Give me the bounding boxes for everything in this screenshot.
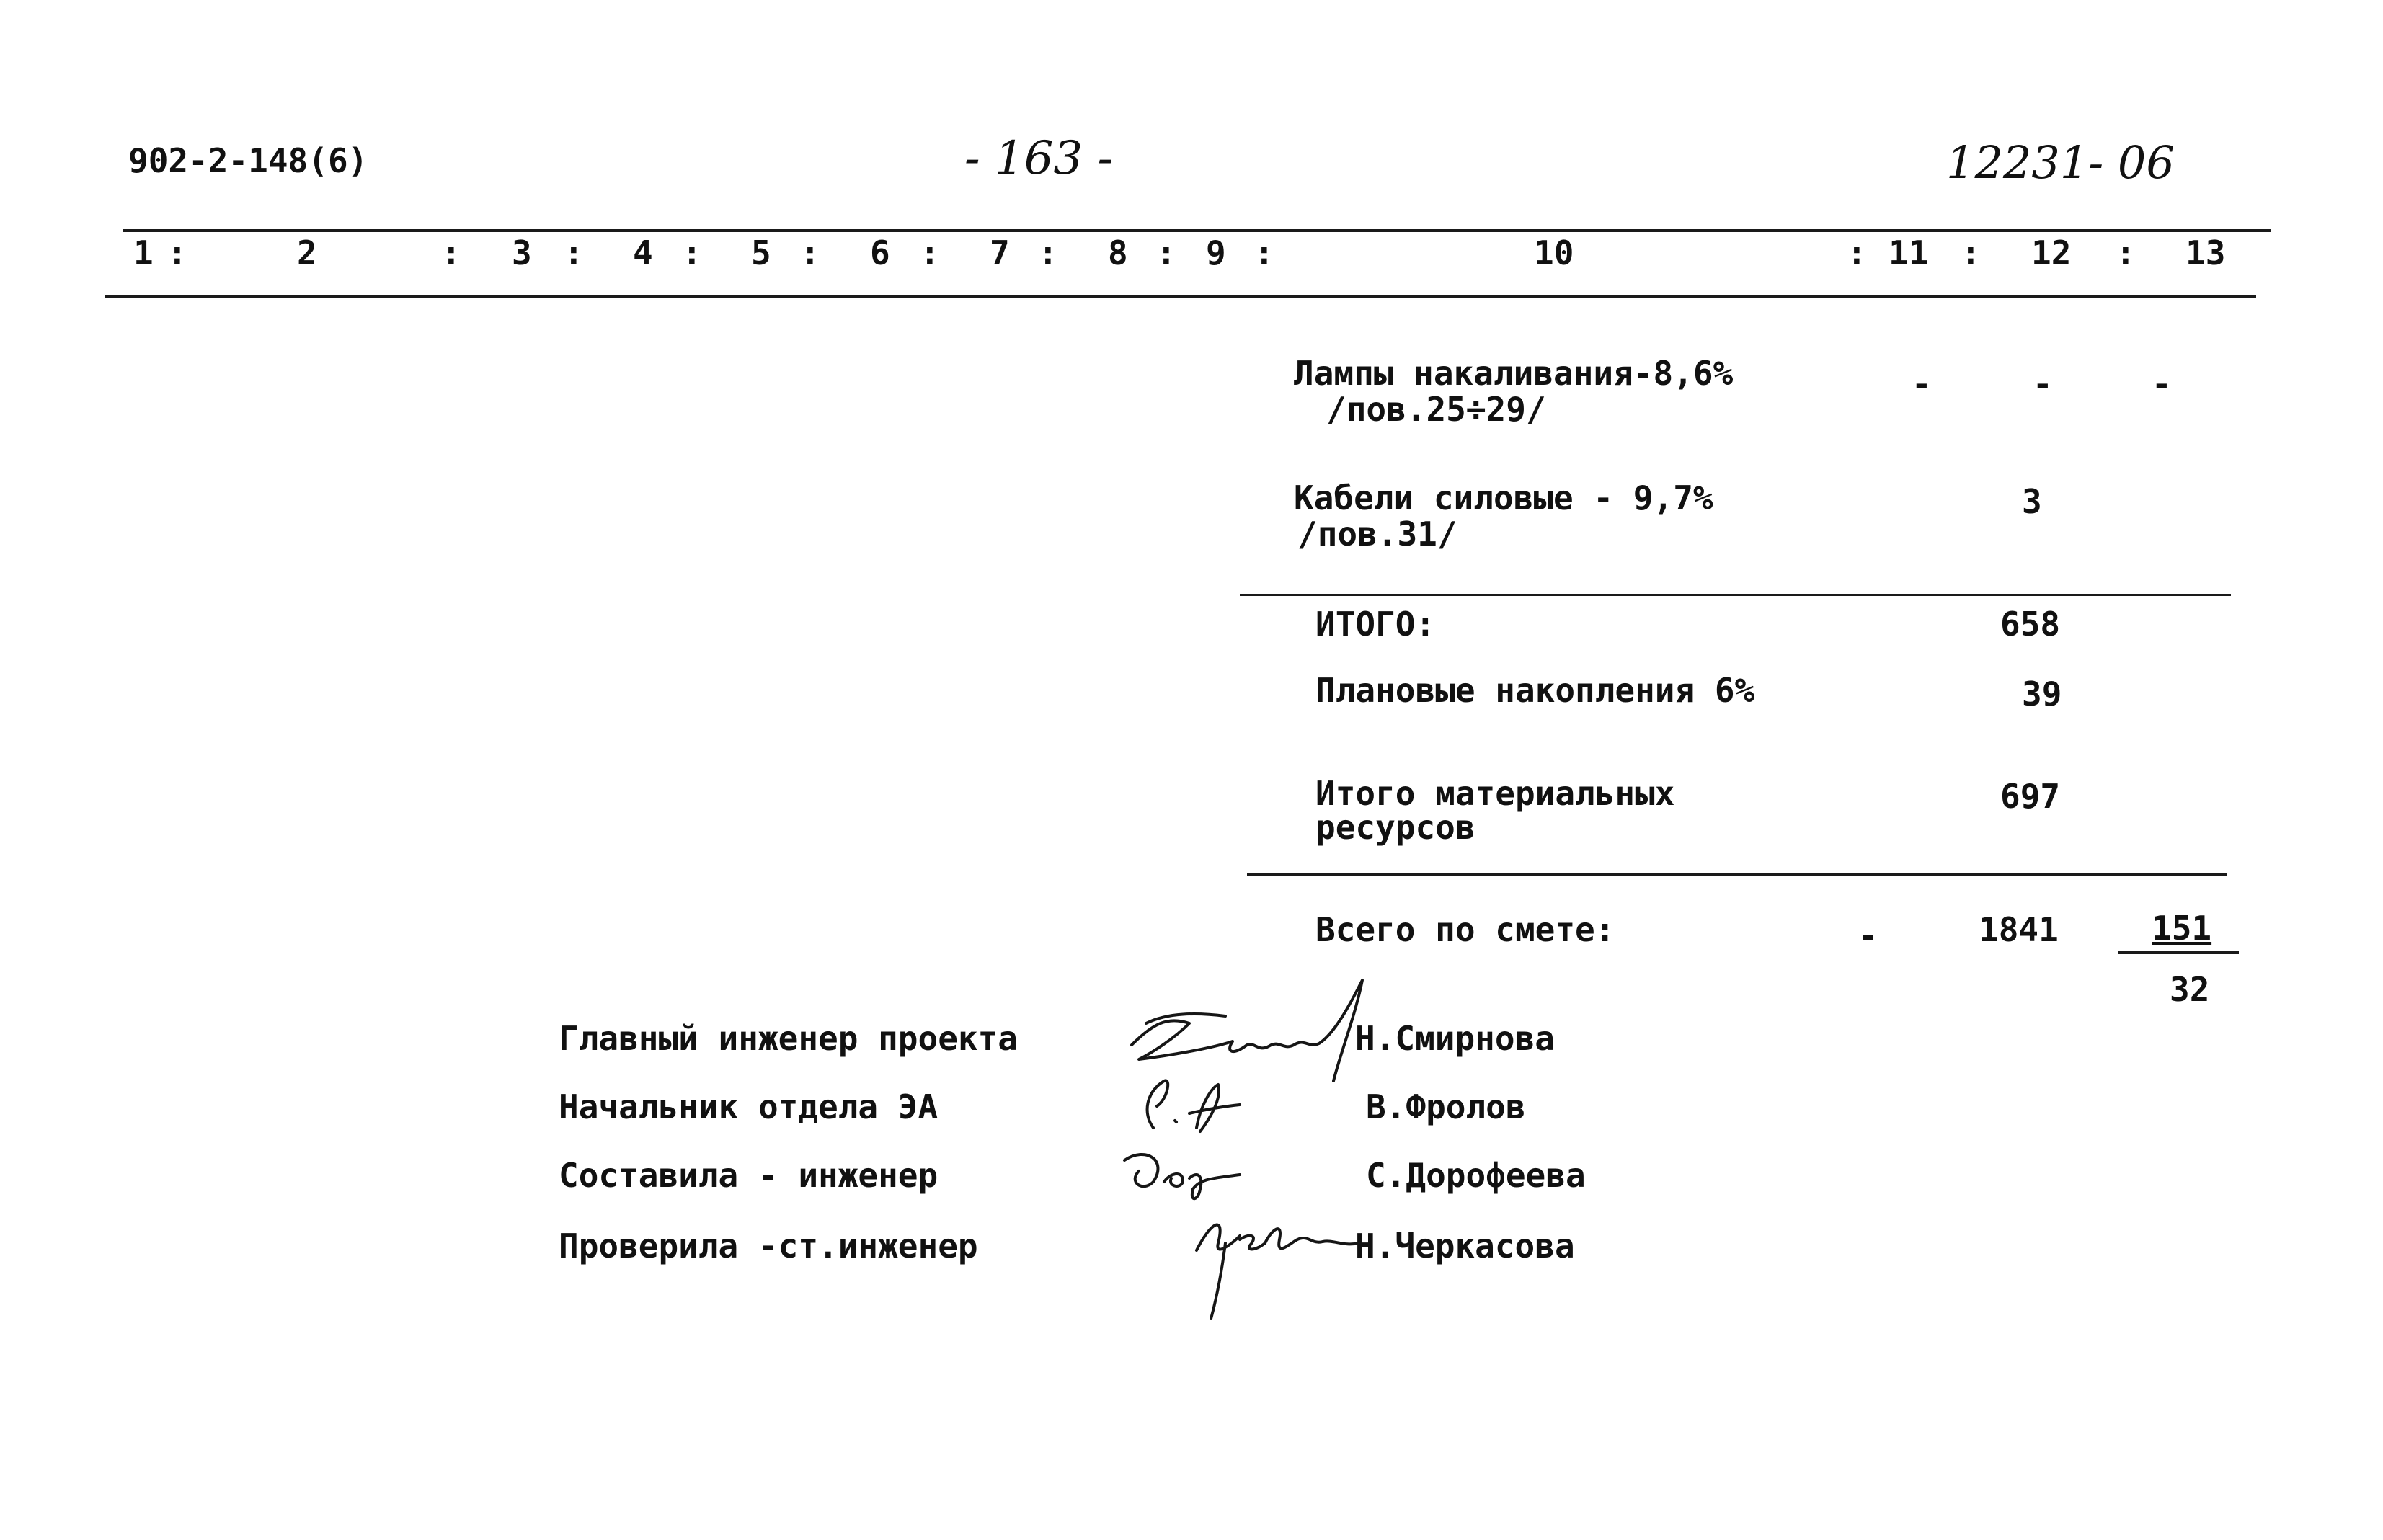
column-separators: : [920, 233, 940, 272]
column-number: 12 [2031, 233, 2072, 272]
sheet-code: 12231- 06 [1946, 136, 2175, 189]
header-bottom-rule [105, 295, 2256, 298]
signatory-role: Главный инженер проекта [559, 1019, 1018, 1058]
grand-total-label: Всего по смете: [1315, 910, 1615, 949]
column-separators: : [682, 233, 702, 272]
column-separators: : [1961, 233, 1981, 272]
column-number: 13 [2185, 233, 2226, 272]
cell-col12: 3 [2022, 482, 2042, 521]
cell-col12: 658 [2000, 605, 2061, 644]
item-name: Лампы накаливания-8,6% [1294, 354, 1734, 393]
column-number: 2 [297, 233, 317, 272]
cell-col12: 1841 [1979, 910, 2059, 949]
total-label: ИТОГО: [1315, 605, 1436, 644]
column-number: 9 [1206, 233, 1226, 272]
cell-col11: - [1858, 916, 1878, 955]
column-separators: : [1254, 233, 1274, 272]
fraction-bar [2118, 951, 2239, 954]
subtotal-rule [1240, 594, 2231, 596]
column-number: 8 [1108, 233, 1128, 272]
total-label: Плановые накопления 6% [1315, 671, 1755, 710]
signatory-role: Составила - инженер [559, 1156, 938, 1195]
column-separators: : [1156, 233, 1176, 272]
cell-col11: - [1912, 365, 1932, 404]
column-separators: : [2116, 233, 2136, 272]
document-code: 902-2-148(6) [128, 141, 368, 180]
column-number: 10 [1534, 233, 1574, 272]
cell-col13: - [2152, 365, 2172, 404]
header-top-rule [123, 229, 2271, 232]
page-number: - 163 - [964, 132, 1114, 185]
column-separators: : [564, 233, 584, 272]
column-number: 11 [1889, 233, 1929, 272]
column-number: 3 [512, 233, 532, 272]
column-number: 1 [133, 233, 154, 272]
cell-col12: 697 [2000, 777, 2061, 816]
item-reference: /пов.31/ [1297, 515, 1457, 553]
item-name: Кабели силовые - 9,7% [1294, 479, 1713, 517]
signatory-role: Проверила -ст.инженер [559, 1227, 978, 1265]
signatory-name: В.Фролов [1366, 1087, 1526, 1126]
column-separators: : [167, 233, 187, 272]
signatory-name: Н.Черкасова [1355, 1227, 1575, 1265]
handwritten-signature [1182, 1200, 1370, 1322]
column-number: 6 [870, 233, 890, 272]
grand-total-rule [1247, 873, 2227, 876]
signatory-name: Н.Смирнова [1355, 1019, 1555, 1058]
cell-col12: 39 [2022, 675, 2062, 713]
column-separators: : [1038, 233, 1058, 272]
cell-col12: - [2033, 365, 2053, 404]
column-separators: : [1847, 233, 1867, 272]
column-number: 4 [633, 233, 653, 272]
signatory-name: С.Дорофеева [1366, 1156, 1586, 1195]
total-label: Итого материальных [1315, 774, 1675, 813]
handwritten-signature [1132, 1063, 1261, 1142]
column-number: 7 [990, 233, 1010, 272]
column-separators: : [800, 233, 820, 272]
col13-numerator: 151 [2152, 909, 2212, 948]
total-label: ресурсов [1315, 808, 1475, 847]
column-number: 5 [751, 233, 771, 272]
column-separators: : [441, 233, 461, 272]
item-reference: /пов.25÷29/ [1326, 390, 1546, 429]
signatory-role: Начальник отдела ЭА [559, 1087, 938, 1126]
col13-denominator: 32 [2170, 970, 2210, 1009]
